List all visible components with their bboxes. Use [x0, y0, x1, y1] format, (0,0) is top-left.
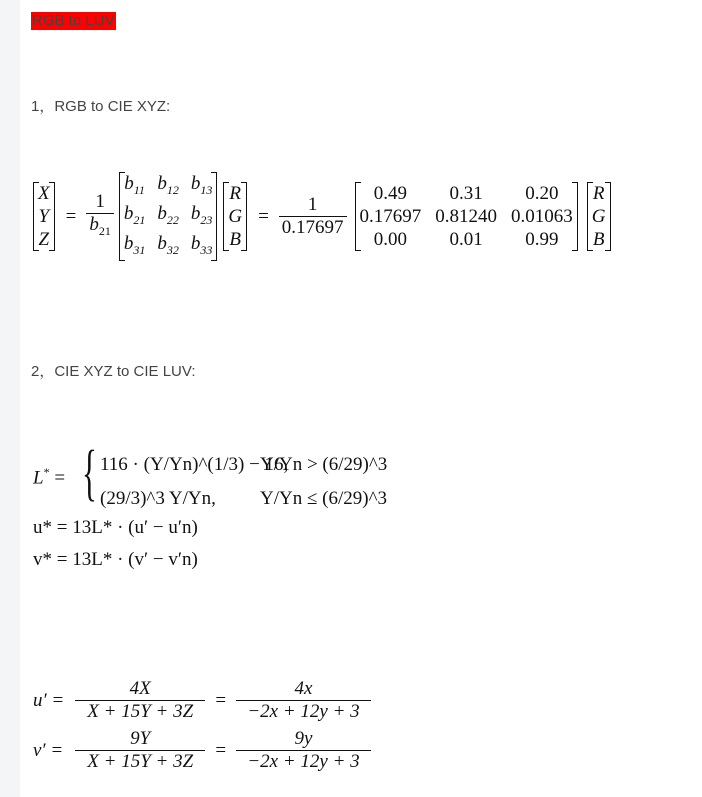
b-cell: $b_{13}$	[190, 173, 213, 197]
section-heading-1: 1，RGB to CIE XYZ:	[31, 98, 171, 115]
vprime-equation: v′ = $\frac{9Y}{X + 15Y + 3Z}$ = $\frac{9y}{-2x + 12y + 3}$	[33, 728, 373, 773]
uprime-equation: u′ = $\frac{4X}{X + 15Y + 3Z}$ = $\frac{4x}{-2x + 12y + 3}$	[33, 678, 373, 723]
coef-cell: 0.01	[449, 229, 483, 251]
b-cell: $b_{21}$	[123, 202, 146, 227]
coef-cell: 0.17697	[359, 206, 422, 228]
coef-cell: 0.99	[525, 229, 559, 251]
b-cell: $b_{33}$	[190, 232, 213, 257]
b-cell: $b_{32}$	[157, 232, 179, 257]
b-cell: $b_{12}$	[157, 173, 179, 197]
b-cell: $b_{11}$	[124, 173, 145, 197]
b-cell: $b_{23}$	[190, 202, 213, 227]
b-cell: $b_{22}$	[157, 202, 179, 227]
ustar-equation: u* = 13L* · (u′ − u′n)	[33, 517, 198, 538]
coefficient-matrix	[355, 182, 578, 251]
page-title: RGB to LUV	[32, 12, 115, 29]
rgb-to-xyz-equation: X Y Z = $\frac{1}{b_{21}}$ $b_{11}$ $b_{12}$ $b_{13}$ $b_{21}$ $b_{22}$ $b_{23}$ $b_{31}$ $b_{32}$ $b_{33}$ R G B = $\frac{1}{0.17697}$ 0.49 0.31 0.20 0.17697 0.81240 0.01063 0.00 0.01 0.99 R G B	[30, 172, 614, 261]
coef-cell: 0.01063	[511, 206, 573, 228]
b-cell: $b_{31}$	[123, 232, 146, 257]
b-matrix	[119, 172, 218, 261]
section-heading-2: 2，CIE XYZ to CIE LUV:	[31, 363, 196, 380]
coef-cell: 0.00	[373, 229, 408, 251]
coef-cell: 0.81240	[435, 206, 498, 228]
coef-cell: 0.20	[525, 183, 559, 205]
left-gutter	[0, 0, 20, 797]
vstar-equation: v* = 13L* · (v′ − v′n)	[33, 549, 198, 570]
coef-cell: 0.49	[373, 183, 408, 205]
coef-cell: 0.31	[449, 183, 483, 205]
